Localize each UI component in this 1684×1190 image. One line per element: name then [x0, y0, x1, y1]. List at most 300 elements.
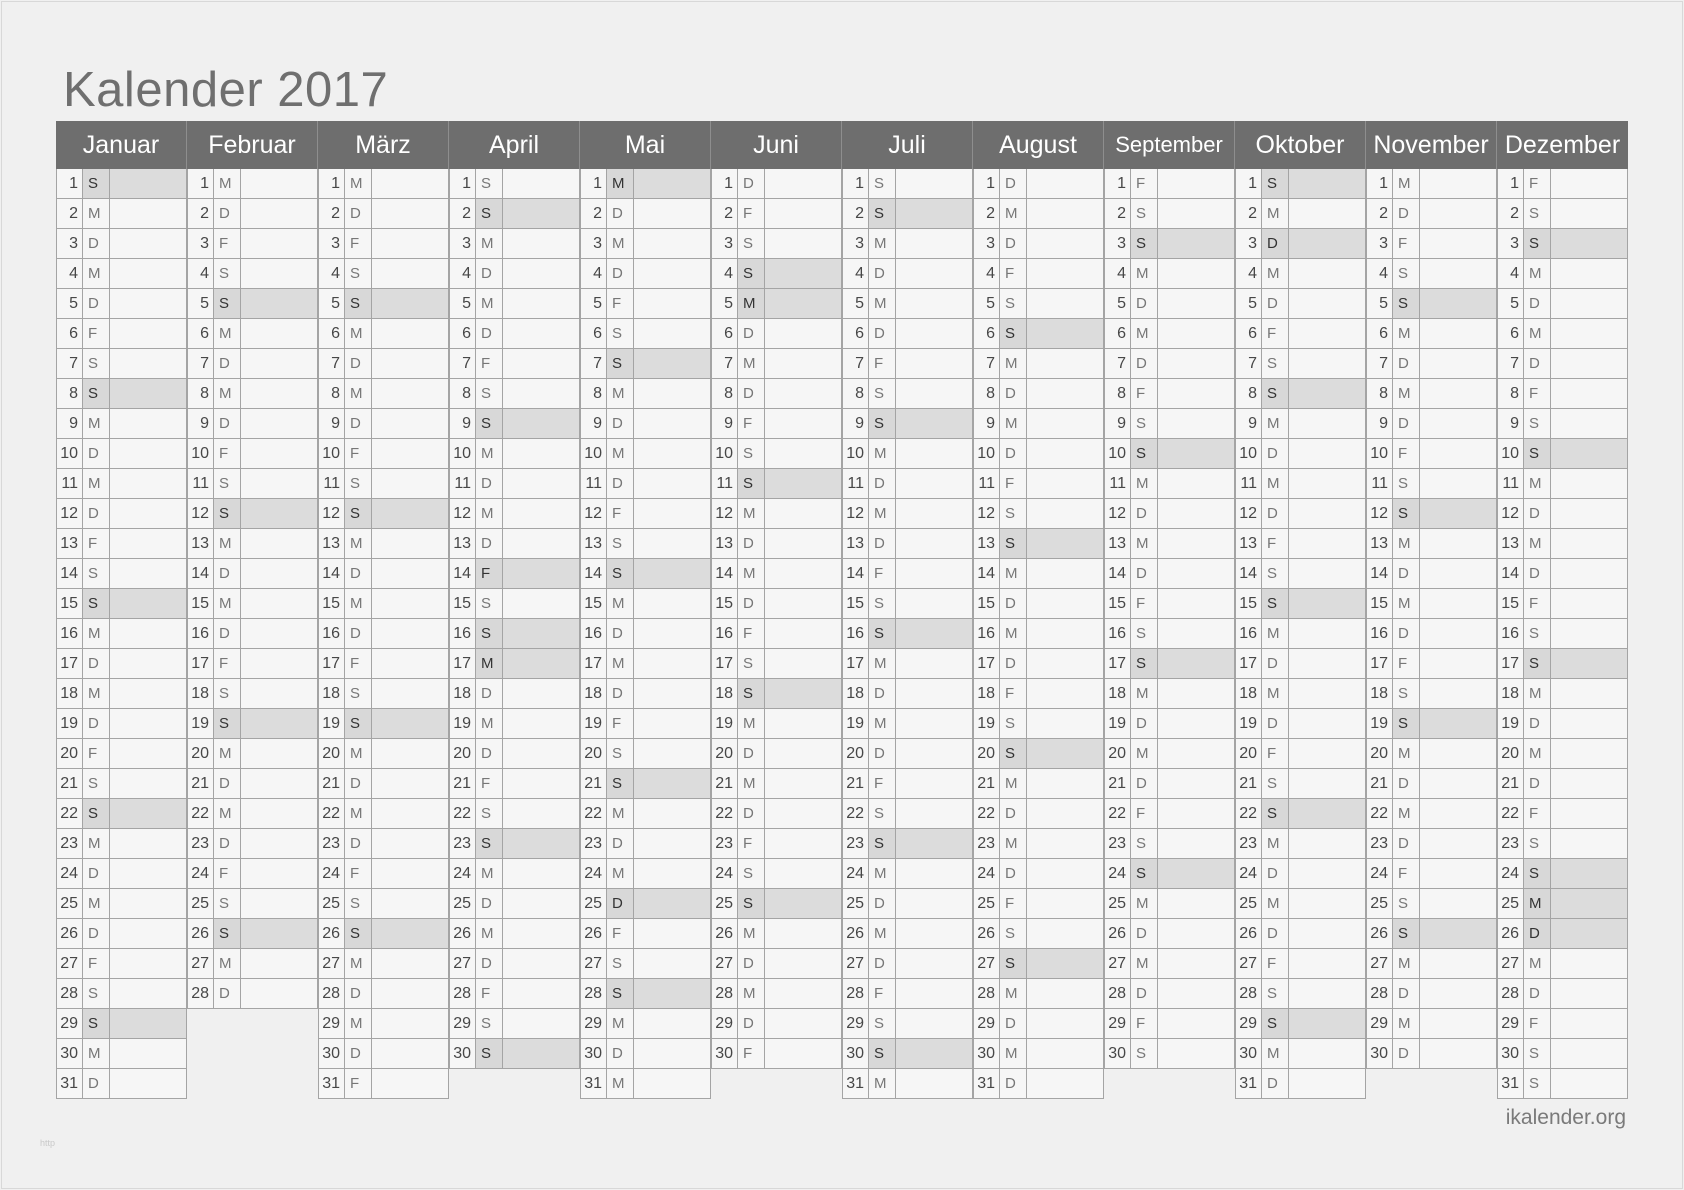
- note-cell: [241, 949, 317, 978]
- weekday-letter: D: [738, 169, 765, 198]
- day-row: [580, 409, 711, 439]
- day-number: 30: [1236, 1039, 1262, 1068]
- weekday-letter: D: [1000, 379, 1027, 408]
- note-cell: [765, 769, 841, 798]
- day-number: 17: [1105, 649, 1131, 678]
- day-row: [449, 439, 580, 469]
- note-cell: [1551, 679, 1627, 708]
- day-row: [580, 529, 711, 559]
- weekday-letter: D: [607, 679, 634, 708]
- note-cell: [372, 349, 448, 378]
- day-row: [1366, 559, 1497, 589]
- month-column: [1497, 169, 1628, 1099]
- day-number: 13: [1105, 529, 1131, 558]
- day-number: 13: [1367, 529, 1393, 558]
- note-cell: [896, 769, 972, 798]
- note-cell: [896, 1009, 972, 1038]
- day-row: [842, 859, 973, 889]
- day-number: 2: [1105, 199, 1131, 228]
- weekday-letter: F: [869, 769, 896, 798]
- day-number: 21: [188, 769, 214, 798]
- day-number: 18: [1367, 679, 1393, 708]
- day-number: 17: [188, 649, 214, 678]
- day-row: [580, 379, 711, 409]
- day-number: 29: [974, 1009, 1000, 1038]
- note-cell: [765, 439, 841, 468]
- day-row: [187, 769, 318, 799]
- weekday-letter: S: [1524, 829, 1551, 858]
- day-row: [1104, 259, 1235, 289]
- note-cell: [110, 1039, 186, 1068]
- day-number: 24: [188, 859, 214, 888]
- day-number: 24: [1105, 859, 1131, 888]
- day-row: [318, 949, 449, 979]
- day-number: 25: [843, 889, 869, 918]
- day-row: [449, 619, 580, 649]
- day-number: 28: [1105, 979, 1131, 1008]
- weekday-letter: M: [1524, 739, 1551, 768]
- day-number: 6: [974, 319, 1000, 348]
- note-cell: [1027, 949, 1103, 978]
- weekday-letter: S: [214, 919, 241, 948]
- weekday-letter: D: [1393, 409, 1420, 438]
- note-cell: [896, 589, 972, 618]
- day-number: 20: [1236, 739, 1262, 768]
- weekday-letter: D: [607, 1039, 634, 1068]
- day-row: [1497, 1039, 1628, 1069]
- note-cell: [1289, 199, 1365, 228]
- day-number: 9: [450, 409, 476, 438]
- day-row: [711, 259, 842, 289]
- day-row: [56, 649, 187, 679]
- weekday-letter: M: [1524, 259, 1551, 288]
- note-cell: [241, 319, 317, 348]
- month-header: Juli: [842, 121, 973, 169]
- weekday-letter: D: [1524, 979, 1551, 1008]
- weekday-letter: S: [1000, 919, 1027, 948]
- day-number: 26: [319, 919, 345, 948]
- month-header: März: [318, 121, 449, 169]
- day-row: [449, 469, 580, 499]
- weekday-letter: D: [83, 709, 110, 738]
- day-row: [973, 529, 1104, 559]
- day-row: [1235, 379, 1366, 409]
- day-number: 27: [974, 949, 1000, 978]
- day-row: [1366, 199, 1497, 229]
- day-row: [318, 679, 449, 709]
- note-cell: [372, 649, 448, 678]
- day-row: [842, 469, 973, 499]
- day-number: 28: [1236, 979, 1262, 1008]
- day-number: 9: [319, 409, 345, 438]
- day-row: [318, 859, 449, 889]
- weekday-letter: M: [1262, 679, 1289, 708]
- day-number: 25: [57, 889, 83, 918]
- day-number: 21: [843, 769, 869, 798]
- day-number: 25: [319, 889, 345, 918]
- weekday-letter: M: [1524, 529, 1551, 558]
- note-cell: [1420, 679, 1496, 708]
- day-number: 23: [712, 829, 738, 858]
- weekday-letter: S: [1393, 679, 1420, 708]
- day-row: [580, 289, 711, 319]
- day-row: [1366, 739, 1497, 769]
- day-number: 16: [581, 619, 607, 648]
- note-cell: [1289, 319, 1365, 348]
- weekday-letter: D: [1524, 499, 1551, 528]
- day-number: 22: [712, 799, 738, 828]
- weekday-letter: M: [214, 319, 241, 348]
- day-number: 2: [581, 199, 607, 228]
- weekday-letter: M: [214, 379, 241, 408]
- weekday-letter: D: [345, 769, 372, 798]
- day-number: 9: [974, 409, 1000, 438]
- weekday-letter: S: [869, 799, 896, 828]
- day-row: [318, 769, 449, 799]
- day-number: 19: [974, 709, 1000, 738]
- weekday-letter: S: [1000, 949, 1027, 978]
- note-cell: [896, 709, 972, 738]
- day-row: [449, 379, 580, 409]
- weekday-letter: D: [1131, 559, 1158, 588]
- weekday-letter: D: [738, 529, 765, 558]
- day-number: 11: [319, 469, 345, 498]
- weekday-letter: D: [1262, 289, 1289, 318]
- day-number: 9: [1498, 409, 1524, 438]
- day-number: 14: [1236, 559, 1262, 588]
- note-cell: [1027, 319, 1103, 348]
- month-header: Februar: [187, 121, 318, 169]
- note-cell: [896, 979, 972, 1008]
- day-row: [1497, 499, 1628, 529]
- day-row: [580, 439, 711, 469]
- day-number: 3: [712, 229, 738, 258]
- day-row: [1235, 889, 1366, 919]
- weekday-letter: M: [214, 799, 241, 828]
- day-number: 22: [57, 799, 83, 828]
- weekday-letter: M: [1393, 949, 1420, 978]
- day-row: [187, 379, 318, 409]
- weekday-letter: M: [1524, 319, 1551, 348]
- day-number: 17: [319, 649, 345, 678]
- weekday-letter: S: [607, 559, 634, 588]
- day-row: [449, 859, 580, 889]
- note-cell: [1420, 379, 1496, 408]
- day-number: 13: [1236, 529, 1262, 558]
- day-number: 13: [57, 529, 83, 558]
- note-cell: [1289, 769, 1365, 798]
- weekday-letter: D: [214, 979, 241, 1008]
- weekday-letter: S: [607, 979, 634, 1008]
- note-cell: [1420, 259, 1496, 288]
- note-cell: [241, 919, 317, 948]
- day-number: 26: [188, 919, 214, 948]
- day-number: 29: [1236, 1009, 1262, 1038]
- day-number: 28: [450, 979, 476, 1008]
- note-cell: [372, 859, 448, 888]
- day-number: 19: [581, 709, 607, 738]
- note-cell: [1420, 409, 1496, 438]
- month-column: [711, 169, 842, 1069]
- day-number: 26: [1498, 919, 1524, 948]
- note-cell: [1027, 229, 1103, 258]
- weekday-letter: D: [83, 859, 110, 888]
- day-number: 4: [57, 259, 83, 288]
- note-cell: [765, 679, 841, 708]
- day-row: [187, 259, 318, 289]
- note-cell: [634, 259, 710, 288]
- weekday-letter: D: [738, 949, 765, 978]
- day-number: 27: [188, 949, 214, 978]
- weekday-letter: D: [83, 649, 110, 678]
- day-row: [187, 949, 318, 979]
- day-number: 7: [712, 349, 738, 378]
- day-number: 7: [1498, 349, 1524, 378]
- day-row: [187, 679, 318, 709]
- weekday-letter: S: [345, 919, 372, 948]
- day-row: [842, 379, 973, 409]
- weekday-letter: D: [607, 889, 634, 918]
- day-number: 12: [1498, 499, 1524, 528]
- day-number: 16: [1367, 619, 1393, 648]
- day-number: 28: [974, 979, 1000, 1008]
- day-row: [318, 499, 449, 529]
- day-number: 26: [843, 919, 869, 948]
- note-cell: [1158, 409, 1234, 438]
- note-cell: [896, 229, 972, 258]
- weekday-letter: S: [1524, 859, 1551, 888]
- day-row: [1104, 469, 1235, 499]
- weekday-letter: M: [476, 499, 503, 528]
- note-cell: [1551, 859, 1627, 888]
- note-cell: [1027, 769, 1103, 798]
- day-number: 28: [1367, 979, 1393, 1008]
- day-number: 11: [843, 469, 869, 498]
- note-cell: [1158, 739, 1234, 768]
- day-number: 24: [712, 859, 738, 888]
- weekday-letter: S: [1262, 979, 1289, 1008]
- note-cell: [896, 379, 972, 408]
- weekday-letter: F: [214, 439, 241, 468]
- weekday-letter: S: [476, 589, 503, 618]
- weekday-letter: M: [1000, 1039, 1027, 1068]
- note-cell: [634, 349, 710, 378]
- weekday-letter: F: [476, 559, 503, 588]
- note-cell: [241, 709, 317, 738]
- day-row: [711, 919, 842, 949]
- day-row: [449, 199, 580, 229]
- day-row: [318, 829, 449, 859]
- weekday-letter: D: [1000, 649, 1027, 678]
- note-cell: [372, 769, 448, 798]
- weekday-letter: M: [738, 289, 765, 318]
- day-row: [842, 829, 973, 859]
- weekday-letter: M: [1393, 529, 1420, 558]
- day-row: [318, 229, 449, 259]
- weekday-letter: S: [1262, 379, 1289, 408]
- note-cell: [765, 949, 841, 978]
- day-row: [973, 619, 1104, 649]
- day-row: [187, 709, 318, 739]
- note-cell: [634, 319, 710, 348]
- note-cell: [503, 319, 579, 348]
- note-cell: [1551, 799, 1627, 828]
- weekday-letter: D: [1524, 769, 1551, 798]
- weekday-letter: M: [83, 259, 110, 288]
- note-cell: [1027, 349, 1103, 378]
- day-number: 27: [57, 949, 83, 978]
- note-cell: [1420, 859, 1496, 888]
- month-column: [318, 169, 449, 1099]
- note-cell: [1289, 379, 1365, 408]
- day-number: 8: [450, 379, 476, 408]
- day-number: 24: [450, 859, 476, 888]
- day-number: 26: [57, 919, 83, 948]
- day-number: 4: [843, 259, 869, 288]
- day-row: [1497, 829, 1628, 859]
- weekday-letter: S: [738, 679, 765, 708]
- note-cell: [372, 949, 448, 978]
- note-cell: [1420, 319, 1496, 348]
- month-header-row: [56, 121, 1628, 169]
- weekday-letter: M: [1000, 769, 1027, 798]
- note-cell: [372, 709, 448, 738]
- note-cell: [372, 319, 448, 348]
- weekday-letter: S: [1393, 709, 1420, 738]
- weekday-letter: S: [345, 709, 372, 738]
- weekday-letter: D: [476, 889, 503, 918]
- day-number: 2: [1498, 199, 1524, 228]
- day-number: 24: [843, 859, 869, 888]
- weekday-letter: D: [1524, 559, 1551, 588]
- note-cell: [503, 259, 579, 288]
- weekday-letter: D: [607, 199, 634, 228]
- month-header: Juni: [711, 121, 842, 169]
- day-number: 20: [188, 739, 214, 768]
- weekday-letter: D: [1393, 979, 1420, 1008]
- day-number: 25: [712, 889, 738, 918]
- weekday-letter: D: [1131, 769, 1158, 798]
- day-row: [1235, 739, 1366, 769]
- day-row: [187, 859, 318, 889]
- day-row: [711, 289, 842, 319]
- day-number: 27: [712, 949, 738, 978]
- weekday-letter: D: [345, 199, 372, 228]
- weekday-letter: S: [869, 169, 896, 198]
- weekday-letter: F: [869, 559, 896, 588]
- day-number: 15: [1498, 589, 1524, 618]
- weekday-letter: M: [214, 529, 241, 558]
- note-cell: [241, 469, 317, 498]
- day-row: [580, 949, 711, 979]
- day-number: 2: [974, 199, 1000, 228]
- day-number: 22: [319, 799, 345, 828]
- day-number: 6: [1105, 319, 1131, 348]
- note-cell: [372, 829, 448, 858]
- day-row: [318, 439, 449, 469]
- weekday-letter: D: [1393, 829, 1420, 858]
- note-cell: [1027, 979, 1103, 1008]
- day-number: 3: [843, 229, 869, 258]
- weekday-letter: M: [607, 379, 634, 408]
- day-row: [1366, 589, 1497, 619]
- note-cell: [1420, 289, 1496, 318]
- day-number: 12: [843, 499, 869, 528]
- weekday-letter: S: [1524, 409, 1551, 438]
- day-row: [318, 889, 449, 919]
- weekday-letter: D: [607, 409, 634, 438]
- note-cell: [765, 259, 841, 288]
- weekday-letter: F: [738, 199, 765, 228]
- day-row: [711, 799, 842, 829]
- day-number: 1: [843, 169, 869, 198]
- day-number: 30: [1105, 1039, 1131, 1068]
- day-row: [56, 409, 187, 439]
- day-row: [318, 349, 449, 379]
- day-row: [973, 289, 1104, 319]
- weekday-letter: D: [1262, 439, 1289, 468]
- day-row: [973, 889, 1104, 919]
- weekday-letter: M: [1262, 889, 1289, 918]
- note-cell: [110, 649, 186, 678]
- note-cell: [634, 289, 710, 318]
- day-number: 27: [581, 949, 607, 978]
- day-row: [1104, 289, 1235, 319]
- note-cell: [372, 289, 448, 318]
- note-cell: [1551, 889, 1627, 918]
- note-cell: [110, 349, 186, 378]
- weekday-letter: F: [1131, 799, 1158, 828]
- note-cell: [503, 649, 579, 678]
- day-row: [318, 709, 449, 739]
- note-cell: [503, 769, 579, 798]
- day-row: [56, 799, 187, 829]
- note-cell: [765, 199, 841, 228]
- note-cell: [110, 889, 186, 918]
- day-number: 1: [1367, 169, 1393, 198]
- note-cell: [896, 1039, 972, 1068]
- day-number: 21: [1105, 769, 1131, 798]
- day-row: [580, 319, 711, 349]
- day-number: 12: [57, 499, 83, 528]
- note-cell: [1027, 469, 1103, 498]
- day-row: [842, 169, 973, 199]
- weekday-letter: M: [345, 529, 372, 558]
- day-number: 28: [188, 979, 214, 1008]
- weekday-letter: M: [607, 1009, 634, 1038]
- note-cell: [503, 409, 579, 438]
- day-row: [842, 1039, 973, 1069]
- day-number: 19: [1367, 709, 1393, 738]
- weekday-letter: S: [1393, 889, 1420, 918]
- day-number: 29: [1367, 1009, 1393, 1038]
- day-row: [711, 559, 842, 589]
- day-row: [711, 529, 842, 559]
- weekday-letter: S: [1000, 709, 1027, 738]
- day-row: [56, 379, 187, 409]
- weekday-letter: D: [1393, 619, 1420, 648]
- day-row: [1366, 649, 1497, 679]
- day-number: 27: [1105, 949, 1131, 978]
- weekday-letter: S: [83, 169, 110, 198]
- note-cell: [1551, 199, 1627, 228]
- note-cell: [241, 229, 317, 258]
- day-number: 8: [319, 379, 345, 408]
- weekday-letter: S: [607, 949, 634, 978]
- day-row: [1235, 409, 1366, 439]
- day-row: [1235, 199, 1366, 229]
- note-cell: [896, 949, 972, 978]
